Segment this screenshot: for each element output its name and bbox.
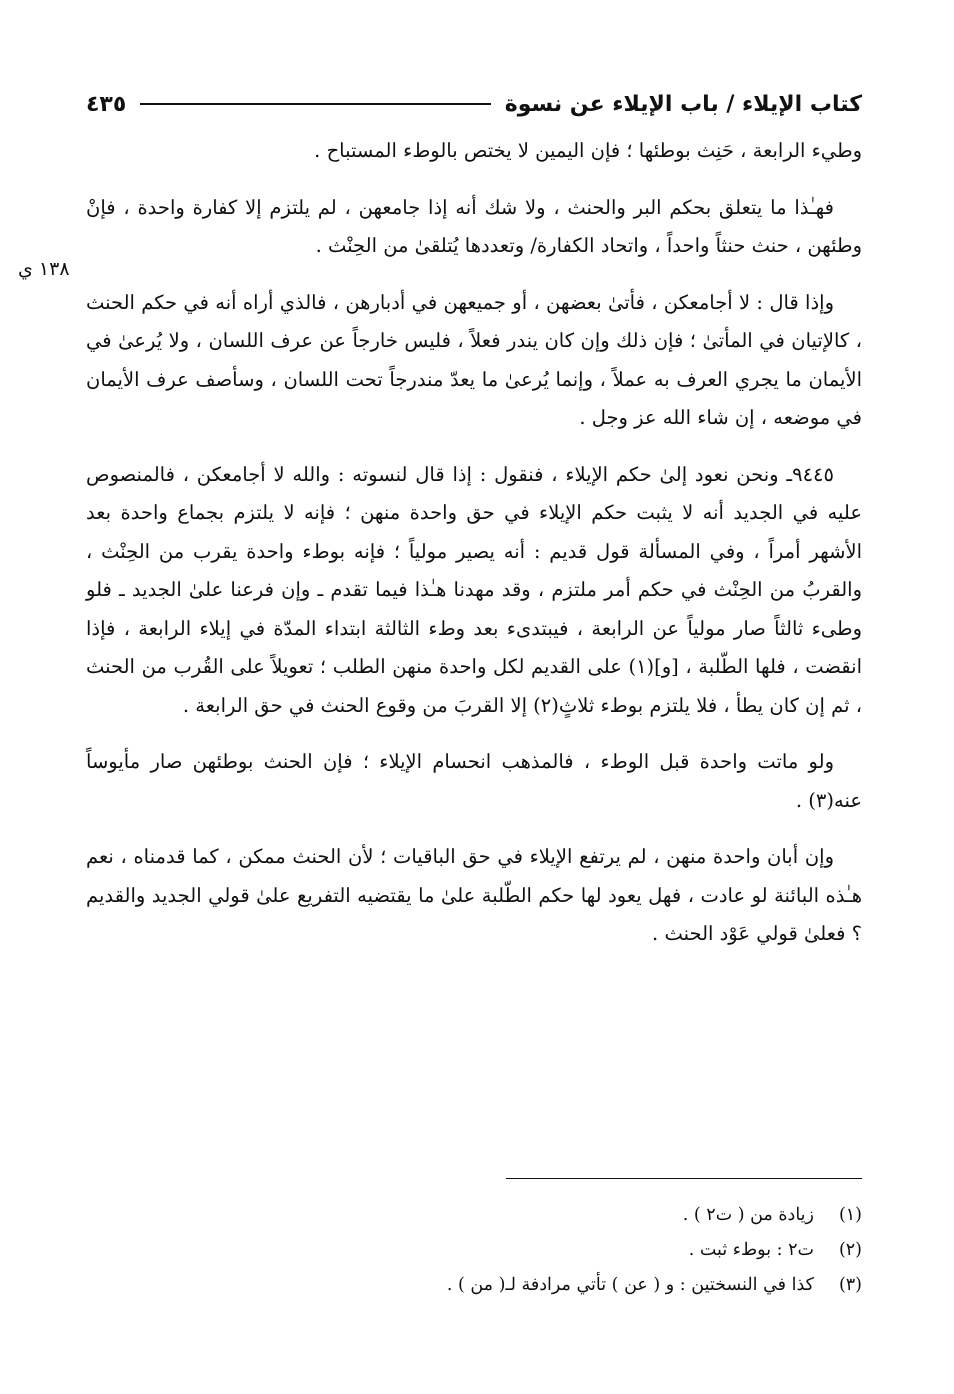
footnote <box>86 1198 862 1233</box>
footnote-number: (٢) <box>838 1240 862 1260</box>
footnote <box>86 1268 862 1303</box>
footnote-number: (٣) <box>838 1275 862 1295</box>
footnote-text: كذا في النسختين : و ( عن ) تأتي مرادفة لـ( من ) . <box>446 1275 814 1295</box>
footnote <box>86 1233 862 1268</box>
footnote-rule <box>506 1178 862 1179</box>
footnotes <box>86 1198 862 1303</box>
paragraph-1: وطيء الرابعة ، حَنِث بوطئها ؛ فإن اليمين لا يختص بالوطء المستباح . <box>314 139 862 162</box>
manuscript-folio-note: ١٣٨ ي <box>18 258 70 280</box>
paragraph-6: وإن أبان واحدة منهن ، لم يرتفع الإيلاء في حق الباقيات ؛ لأن الحنث ممكن ، كما قدمناه ، نعم هـٰذه البائنة لو عادت ، فهل يعود لها حكم الطّلبة علىٰ ما يقتضيه التفريع علىٰ قولي الجديد والقديم ؟ فعلىٰ قولي عَوْد الحنث . <box>86 845 862 945</box>
page-number: ٤٣٥ <box>86 91 127 117</box>
document-page <box>86 70 862 1370</box>
footnote-text: ت٢ : بوطء ثبت . <box>688 1240 814 1260</box>
paragraph-5: ولو ماتت واحدة قبل الوطء ، فالمذهب انحسام الإيلاء ؛ فإن الحنث بوطئهن صار مأيوساً عنه(٣) . <box>86 750 862 812</box>
footnote-number: (١) <box>838 1205 862 1225</box>
page-header <box>86 86 862 122</box>
paragraph-2: فهـٰذا ما يتعلق بحكم البر والحنث ، ولا شك أنه إذا جامعهن ، لم يلتزم إلا كفارة واحدة ، فإنْ وطئهن ، حنث حنثاً واحداً ، واتحاد الكفارة/ وتعددها يُتلقىٰ من الحِنْث . <box>86 195 862 257</box>
paragraph-4: ٩٤٤٥ـ ونحن نعود إلىٰ حكم الإيلاء ، فنقول : إذا قال لنسوته : والله لا أجامعكن ، فالمنصوص عليه في الجديد أنه لا يثبت حكم الإيلاء في حق واحدة منهن ؛ فإنه لا يلتزم بجماع واحدة بعد الأشهر أمراً ، وفي المسألة قول قديم : أنه يصير مولياً ؛ فإنه بوطء واحدة يقرب من الحِنْث ، والقربُ من الحِنْث في حكم أمر ملتزم ، وقد مهدنا هـٰذا فيما تقدم ـ وإن فرعنا علىٰ الجديد ـ فلو وطىء ثالثاً صار مولياً عن الرابعة ، فيبتدىء بعد وطء الثالثة ابتداء المدّة في إيلاء الرابعة ، فإذا انقضت ، فلها الطّلبة ، [و](١) على القديم لكل واحدة منهن الطلب ؛ تعويلاً على القُرب من الحنث ، ثم إن كان يطأ ، فلا يلتزم بوطء ثلاثٍ(٢) إلا القربَ من وقوع الحنث في حق الرابعة . <box>86 462 862 717</box>
running-title: كتاب الإيلاء / باب الإيلاء عن نسوة <box>504 91 862 117</box>
header-rule <box>140 103 490 105</box>
paragraph-3: وإذا قال : لا أجامعكن ، فأتىٰ بعضهن ، أو جميعهن في أدبارهن ، فالذي أراه أنه في حكم الحنث ، كالإتيان في المأتىٰ ؛ فإن ذلك وإن كان يندر فعلاً ، فليس خارجاً عن عرف اللسان ، ولا يُرعىٰ في الأيمان ما يجري العرف به عملاً ، وإنما يُرعىٰ ما يعدّ مندرجاً تحت اللسان ، وسأصف عرف الأيمان في موضعه ، إن شاء الله عز وجل . <box>86 290 862 429</box>
footnote-text: زيادة من ( ت٢ ) . <box>682 1205 814 1225</box>
body-text <box>86 132 862 972</box>
